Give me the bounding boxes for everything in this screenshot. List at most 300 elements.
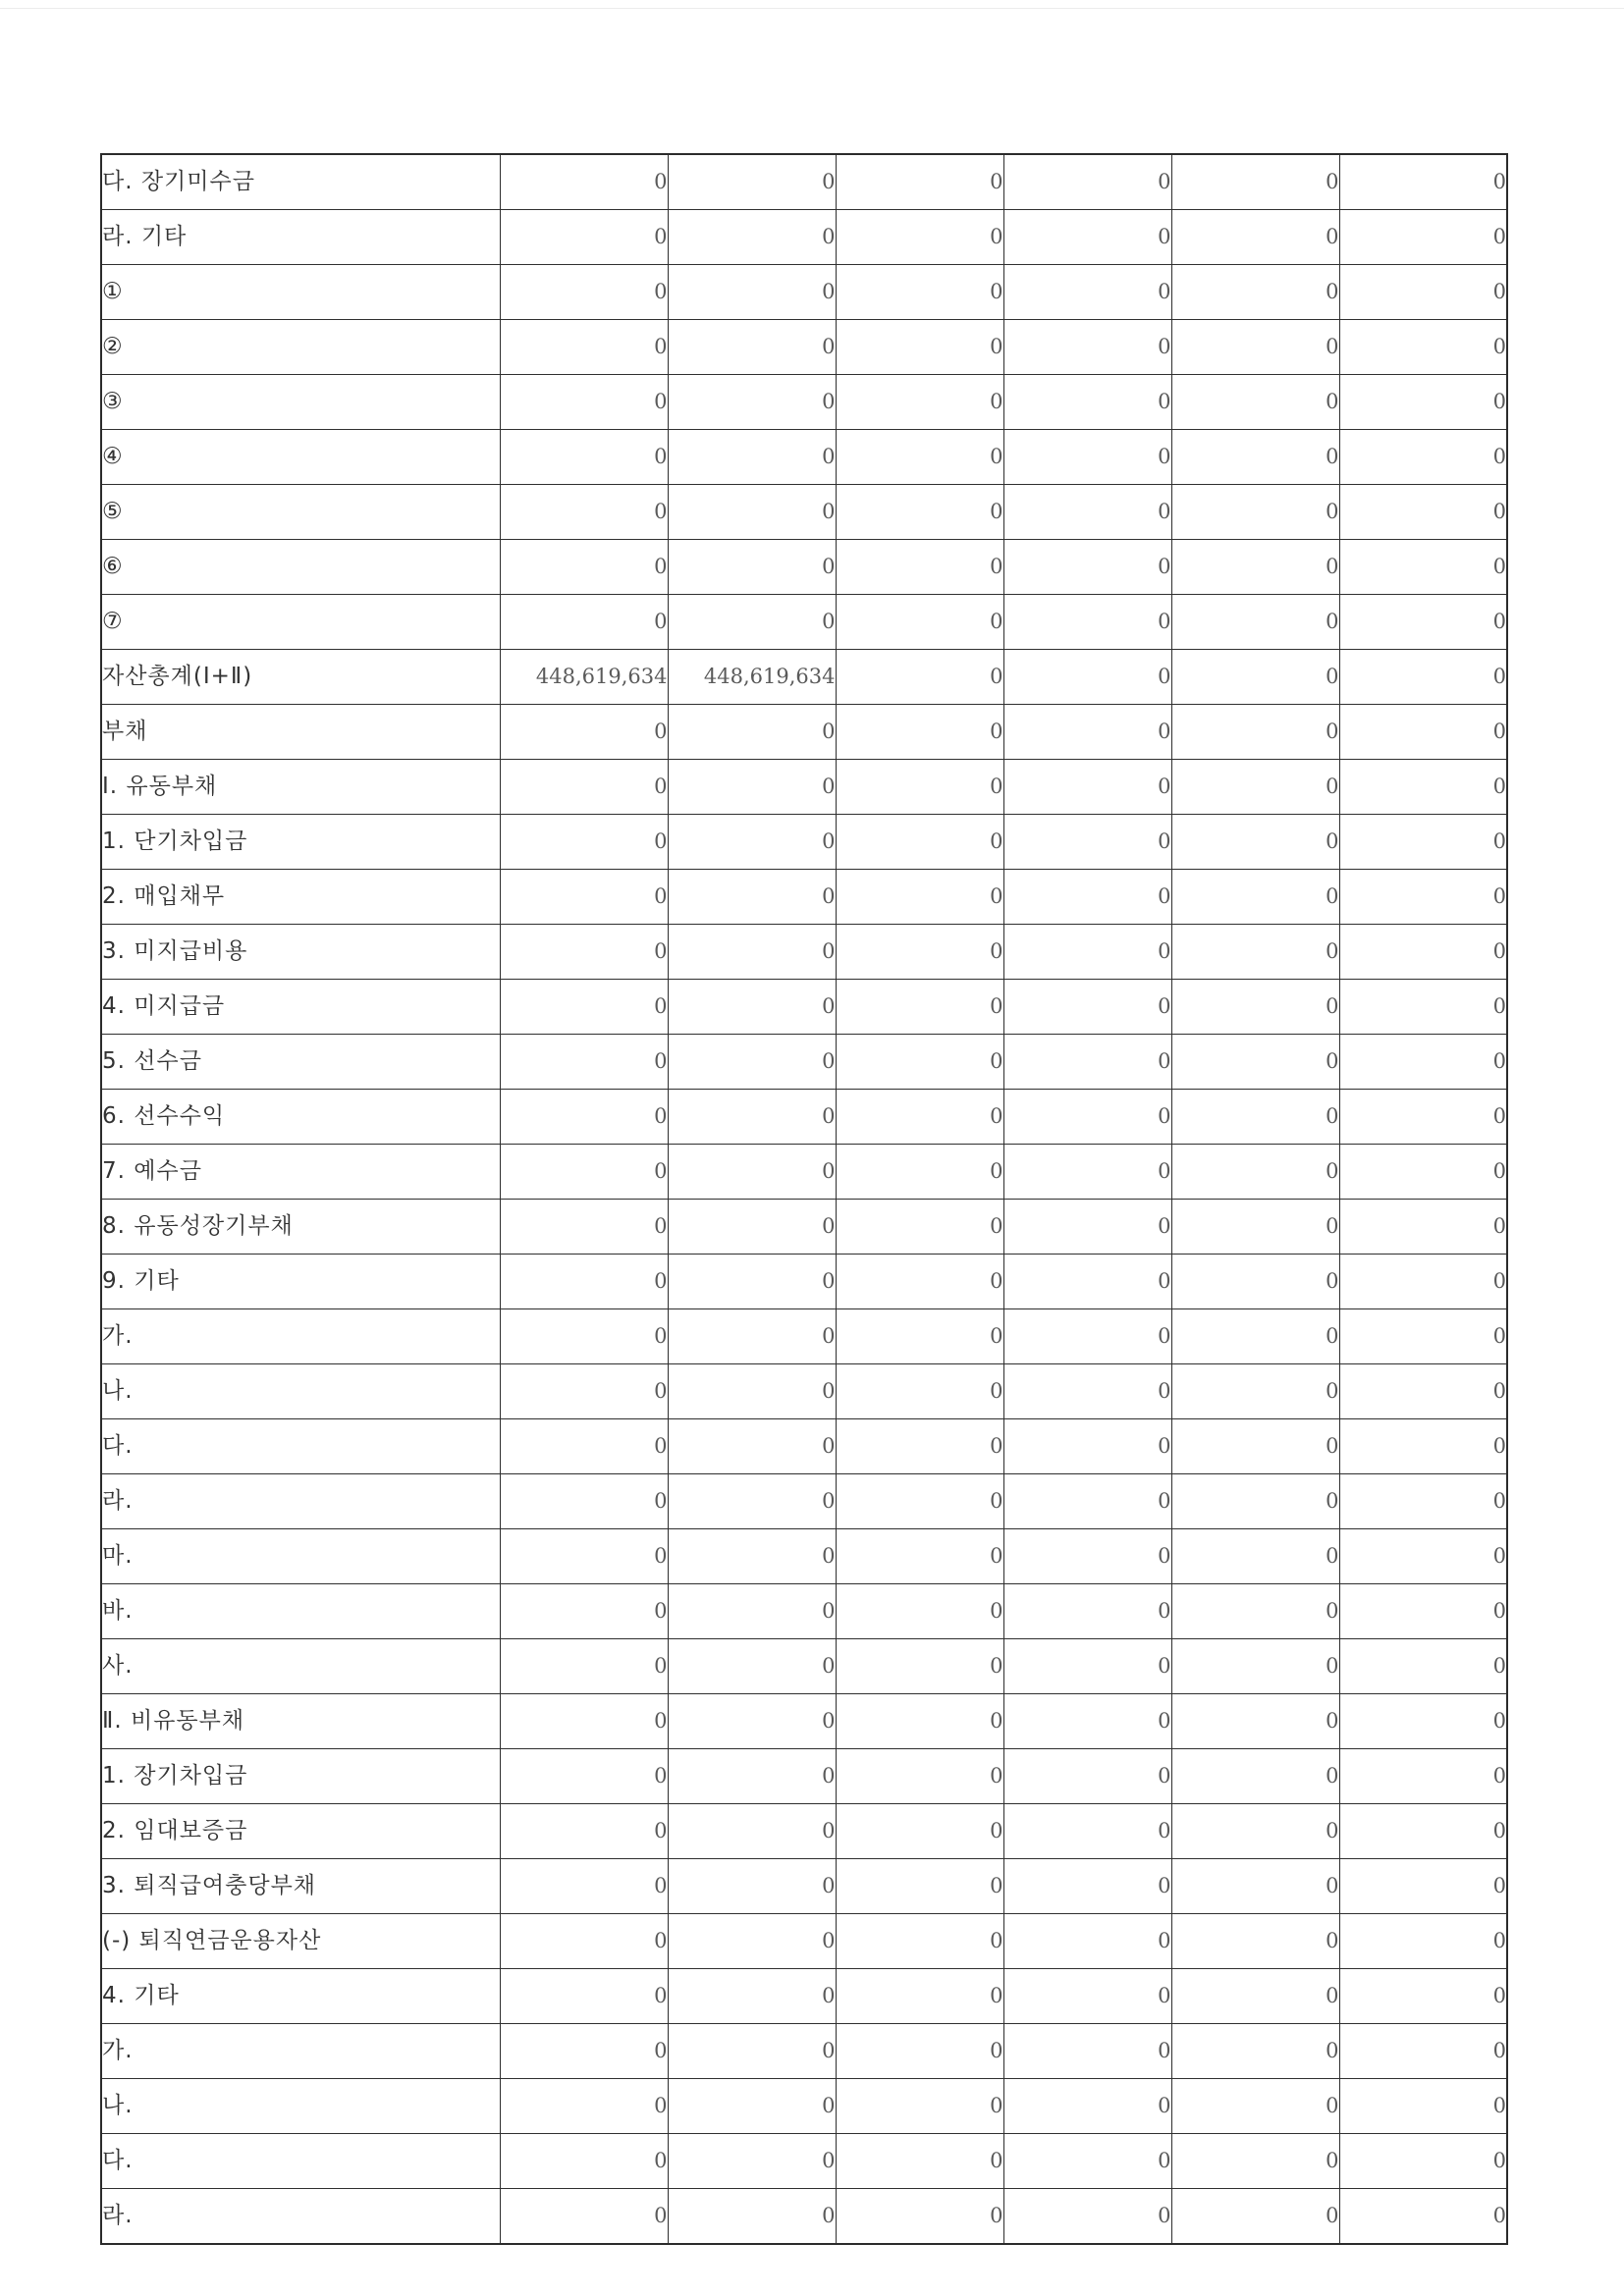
scan-edge-line bbox=[0, 8, 1624, 9]
row-label: 부채 bbox=[101, 705, 500, 760]
table-row bbox=[101, 265, 1507, 320]
value-cell: 0 bbox=[1339, 1309, 1507, 1364]
value-cell: 0 bbox=[500, 430, 668, 485]
value-cell: 0 bbox=[1339, 1145, 1507, 1200]
value-cell: 0 bbox=[1339, 1090, 1507, 1145]
value-cell: 0 bbox=[1003, 1859, 1171, 1914]
table-row bbox=[101, 870, 1507, 925]
value-cell: 0 bbox=[500, 2079, 668, 2134]
row-label: 5. 선수금 bbox=[101, 1035, 500, 1090]
value-cell: 0 bbox=[500, 265, 668, 320]
value-cell: 0 bbox=[836, 870, 1003, 925]
value-cell: 0 bbox=[1339, 485, 1507, 540]
value-cell: 0 bbox=[668, 1749, 836, 1804]
value-cell: 0 bbox=[836, 1639, 1003, 1694]
value-cell: 0 bbox=[836, 1035, 1003, 1090]
value-cell: 0 bbox=[1003, 1200, 1171, 1255]
value-cell: 0 bbox=[836, 1090, 1003, 1145]
value-cell: 0 bbox=[1339, 1749, 1507, 1804]
value-cell: 0 bbox=[1171, 760, 1339, 815]
value-cell: 0 bbox=[500, 210, 668, 265]
value-cell: 0 bbox=[836, 2024, 1003, 2079]
value-cell: 0 bbox=[1003, 154, 1171, 210]
value-cell: 0 bbox=[1003, 815, 1171, 870]
value-cell: 0 bbox=[500, 1639, 668, 1694]
value-cell: 0 bbox=[668, 2024, 836, 2079]
value-cell: 0 bbox=[1171, 485, 1339, 540]
value-cell: 0 bbox=[1339, 540, 1507, 595]
value-cell: 0 bbox=[1171, 1255, 1339, 1309]
value-cell: 0 bbox=[1339, 265, 1507, 320]
value-cell: 0 bbox=[1003, 1914, 1171, 1969]
value-cell: 0 bbox=[1171, 1914, 1339, 1969]
value-cell: 0 bbox=[1171, 375, 1339, 430]
value-cell: 0 bbox=[1339, 650, 1507, 705]
value-cell: 0 bbox=[668, 2134, 836, 2189]
value-cell: 0 bbox=[668, 1529, 836, 1584]
value-cell: 0 bbox=[1339, 760, 1507, 815]
table-row bbox=[101, 154, 1507, 210]
value-cell: 0 bbox=[836, 210, 1003, 265]
value-cell: 0 bbox=[1339, 1200, 1507, 1255]
value-cell: 0 bbox=[668, 815, 836, 870]
value-cell: 448,619,634 bbox=[500, 650, 668, 705]
table-row bbox=[101, 1090, 1507, 1145]
row-label: 자산총계(Ⅰ+Ⅱ) bbox=[101, 650, 500, 705]
row-label: ④ bbox=[101, 430, 500, 485]
value-cell: 0 bbox=[1171, 925, 1339, 980]
value-cell: 0 bbox=[1003, 2134, 1171, 2189]
value-cell: 0 bbox=[500, 1200, 668, 1255]
value-cell: 0 bbox=[1003, 980, 1171, 1035]
table-row bbox=[101, 1200, 1507, 1255]
value-cell: 0 bbox=[1339, 1364, 1507, 1419]
value-cell: 0 bbox=[836, 1255, 1003, 1309]
value-cell: 0 bbox=[836, 375, 1003, 430]
value-cell: 0 bbox=[1171, 1474, 1339, 1529]
value-cell: 0 bbox=[1003, 1639, 1171, 1694]
value-cell: 0 bbox=[500, 1969, 668, 2024]
value-cell: 0 bbox=[836, 1969, 1003, 2024]
value-cell: 0 bbox=[1003, 1529, 1171, 1584]
value-cell: 0 bbox=[668, 1859, 836, 1914]
value-cell: 0 bbox=[1003, 265, 1171, 320]
row-label: 다. bbox=[101, 2134, 500, 2189]
value-cell: 0 bbox=[1339, 1969, 1507, 2024]
value-cell: 0 bbox=[1339, 1529, 1507, 1584]
table-row bbox=[101, 375, 1507, 430]
row-label: Ⅰ. 유동부채 bbox=[101, 760, 500, 815]
value-cell: 0 bbox=[1339, 925, 1507, 980]
value-cell: 0 bbox=[836, 154, 1003, 210]
value-cell: 0 bbox=[1339, 870, 1507, 925]
value-cell: 0 bbox=[1003, 540, 1171, 595]
value-cell: 0 bbox=[1339, 1419, 1507, 1474]
value-cell: 0 bbox=[836, 485, 1003, 540]
table-row bbox=[101, 2024, 1507, 2079]
value-cell: 0 bbox=[668, 925, 836, 980]
value-cell: 0 bbox=[1003, 1694, 1171, 1749]
value-cell: 0 bbox=[500, 815, 668, 870]
value-cell: 0 bbox=[668, 1255, 836, 1309]
table-body bbox=[101, 154, 1507, 2244]
value-cell: 0 bbox=[500, 1749, 668, 1804]
value-cell: 0 bbox=[1003, 705, 1171, 760]
value-cell: 0 bbox=[1003, 1255, 1171, 1309]
table-row bbox=[101, 1914, 1507, 1969]
value-cell: 0 bbox=[1171, 1804, 1339, 1859]
value-cell: 0 bbox=[668, 1804, 836, 1859]
value-cell: 0 bbox=[500, 980, 668, 1035]
table-row bbox=[101, 2189, 1507, 2245]
row-label: 다. bbox=[101, 1419, 500, 1474]
value-cell: 0 bbox=[500, 1474, 668, 1529]
value-cell: 0 bbox=[668, 320, 836, 375]
value-cell: 0 bbox=[1003, 210, 1171, 265]
value-cell: 0 bbox=[668, 980, 836, 1035]
row-label: 나. bbox=[101, 1364, 500, 1419]
value-cell: 0 bbox=[668, 210, 836, 265]
value-cell: 0 bbox=[1339, 2134, 1507, 2189]
row-label: (-) 퇴직연금운용자산 bbox=[101, 1914, 500, 1969]
value-cell: 0 bbox=[668, 1419, 836, 1474]
value-cell: 0 bbox=[1171, 540, 1339, 595]
value-cell: 0 bbox=[836, 1309, 1003, 1364]
table-row bbox=[101, 650, 1507, 705]
value-cell: 0 bbox=[500, 1419, 668, 1474]
table-row bbox=[101, 1145, 1507, 1200]
table-row bbox=[101, 1529, 1507, 1584]
value-cell: 0 bbox=[668, 1914, 836, 1969]
value-cell: 0 bbox=[836, 1419, 1003, 1474]
table-row bbox=[101, 1255, 1507, 1309]
value-cell: 0 bbox=[1003, 595, 1171, 650]
value-cell: 0 bbox=[500, 1145, 668, 1200]
row-label: 1. 단기차입금 bbox=[101, 815, 500, 870]
value-cell: 0 bbox=[500, 705, 668, 760]
value-cell: 0 bbox=[1171, 1969, 1339, 2024]
value-cell: 0 bbox=[500, 870, 668, 925]
value-cell: 0 bbox=[836, 1584, 1003, 1639]
value-cell: 0 bbox=[1171, 705, 1339, 760]
row-label: 다. 장기미수금 bbox=[101, 154, 500, 210]
value-cell: 0 bbox=[836, 1914, 1003, 1969]
row-label: ⑥ bbox=[101, 540, 500, 595]
value-cell: 0 bbox=[1003, 1474, 1171, 1529]
value-cell: 0 bbox=[1339, 2079, 1507, 2134]
value-cell: 0 bbox=[1339, 430, 1507, 485]
value-cell: 0 bbox=[1339, 375, 1507, 430]
value-cell: 0 bbox=[1339, 1859, 1507, 1914]
table-row bbox=[101, 1364, 1507, 1419]
value-cell: 0 bbox=[836, 2134, 1003, 2189]
row-label: 6. 선수수익 bbox=[101, 1090, 500, 1145]
value-cell: 0 bbox=[500, 760, 668, 815]
value-cell: 0 bbox=[1339, 1474, 1507, 1529]
value-cell: 0 bbox=[836, 1859, 1003, 1914]
value-cell: 0 bbox=[836, 2189, 1003, 2245]
value-cell: 0 bbox=[1339, 1804, 1507, 1859]
value-cell: 0 bbox=[1003, 1364, 1171, 1419]
value-cell: 0 bbox=[1003, 1309, 1171, 1364]
value-cell: 0 bbox=[1339, 1639, 1507, 1694]
value-cell: 0 bbox=[500, 2024, 668, 2079]
table-row bbox=[101, 1694, 1507, 1749]
row-label: ⑦ bbox=[101, 595, 500, 650]
value-cell: 0 bbox=[1171, 1364, 1339, 1419]
value-cell: 0 bbox=[500, 1255, 668, 1309]
value-cell: 0 bbox=[500, 1694, 668, 1749]
row-label: ① bbox=[101, 265, 500, 320]
table-row bbox=[101, 1584, 1507, 1639]
row-label: 4. 미지급금 bbox=[101, 980, 500, 1035]
value-cell: 0 bbox=[668, 154, 836, 210]
value-cell: 0 bbox=[500, 1035, 668, 1090]
value-cell: 0 bbox=[668, 1639, 836, 1694]
value-cell: 0 bbox=[1171, 1035, 1339, 1090]
value-cell: 0 bbox=[1339, 210, 1507, 265]
value-cell: 0 bbox=[1339, 2024, 1507, 2079]
value-cell: 0 bbox=[1339, 1035, 1507, 1090]
balance-sheet bbox=[100, 153, 1506, 2245]
value-cell: 0 bbox=[836, 595, 1003, 650]
value-cell: 0 bbox=[1003, 485, 1171, 540]
value-cell: 0 bbox=[1003, 1419, 1171, 1474]
value-cell: 0 bbox=[668, 430, 836, 485]
value-cell: 0 bbox=[1003, 760, 1171, 815]
value-cell: 0 bbox=[1171, 2079, 1339, 2134]
value-cell: 0 bbox=[1171, 1584, 1339, 1639]
table-row bbox=[101, 760, 1507, 815]
value-cell: 0 bbox=[1339, 595, 1507, 650]
value-cell: 448,619,634 bbox=[668, 650, 836, 705]
value-cell: 0 bbox=[500, 375, 668, 430]
value-cell: 0 bbox=[1171, 2134, 1339, 2189]
value-cell: 0 bbox=[500, 1914, 668, 1969]
value-cell: 0 bbox=[1171, 210, 1339, 265]
value-cell: 0 bbox=[1003, 2189, 1171, 2245]
value-cell: 0 bbox=[1003, 2024, 1171, 2079]
value-cell: 0 bbox=[500, 595, 668, 650]
value-cell: 0 bbox=[1339, 1914, 1507, 1969]
value-cell: 0 bbox=[836, 1529, 1003, 1584]
value-cell: 0 bbox=[836, 650, 1003, 705]
value-cell: 0 bbox=[836, 980, 1003, 1035]
table-row bbox=[101, 1749, 1507, 1804]
value-cell: 0 bbox=[500, 1364, 668, 1419]
table-row bbox=[101, 2079, 1507, 2134]
row-label: ② bbox=[101, 320, 500, 375]
value-cell: 0 bbox=[1171, 1694, 1339, 1749]
value-cell: 0 bbox=[1003, 320, 1171, 375]
value-cell: 0 bbox=[668, 1584, 836, 1639]
value-cell: 0 bbox=[1003, 1035, 1171, 1090]
row-label: 1. 장기차입금 bbox=[101, 1749, 500, 1804]
table-row bbox=[101, 815, 1507, 870]
value-cell: 0 bbox=[500, 925, 668, 980]
table-row bbox=[101, 540, 1507, 595]
value-cell: 0 bbox=[1339, 1694, 1507, 1749]
value-cell: 0 bbox=[668, 2189, 836, 2245]
value-cell: 0 bbox=[1171, 1309, 1339, 1364]
value-cell: 0 bbox=[1171, 1145, 1339, 1200]
value-cell: 0 bbox=[1003, 375, 1171, 430]
value-cell: 0 bbox=[1339, 2189, 1507, 2245]
row-label: 라. bbox=[101, 2189, 500, 2245]
table-row bbox=[101, 705, 1507, 760]
table-row bbox=[101, 1474, 1507, 1529]
value-cell: 0 bbox=[500, 485, 668, 540]
value-cell: 0 bbox=[836, 1364, 1003, 1419]
value-cell: 0 bbox=[1171, 1749, 1339, 1804]
value-cell: 0 bbox=[836, 815, 1003, 870]
row-label: 바. bbox=[101, 1584, 500, 1639]
value-cell: 0 bbox=[1171, 1200, 1339, 1255]
value-cell: 0 bbox=[1171, 430, 1339, 485]
table-row bbox=[101, 1639, 1507, 1694]
value-cell: 0 bbox=[668, 1309, 836, 1364]
value-cell: 0 bbox=[668, 1969, 836, 2024]
row-label: 8. 유동성장기부채 bbox=[101, 1200, 500, 1255]
value-cell: 0 bbox=[668, 705, 836, 760]
row-label: 사. bbox=[101, 1639, 500, 1694]
table-row bbox=[101, 1859, 1507, 1914]
value-cell: 0 bbox=[1171, 1419, 1339, 1474]
row-label: 마. bbox=[101, 1529, 500, 1584]
value-cell: 0 bbox=[836, 540, 1003, 595]
row-label: 라. 기타 bbox=[101, 210, 500, 265]
value-cell: 0 bbox=[1003, 1145, 1171, 1200]
row-label: 3. 퇴직급여충당부채 bbox=[101, 1859, 500, 1914]
row-label: 2. 매입채무 bbox=[101, 870, 500, 925]
value-cell: 0 bbox=[1171, 1639, 1339, 1694]
table-row bbox=[101, 485, 1507, 540]
row-label: Ⅱ. 비유동부채 bbox=[101, 1694, 500, 1749]
value-cell: 0 bbox=[668, 1090, 836, 1145]
value-cell: 0 bbox=[836, 1749, 1003, 1804]
value-cell: 0 bbox=[668, 760, 836, 815]
value-cell: 0 bbox=[1171, 2189, 1339, 2245]
value-cell: 0 bbox=[836, 430, 1003, 485]
row-label: ③ bbox=[101, 375, 500, 430]
table-row bbox=[101, 430, 1507, 485]
value-cell: 0 bbox=[500, 540, 668, 595]
value-cell: 0 bbox=[668, 2079, 836, 2134]
row-label: 4. 기타 bbox=[101, 1969, 500, 2024]
value-cell: 0 bbox=[836, 1694, 1003, 1749]
value-cell: 0 bbox=[1339, 815, 1507, 870]
value-cell: 0 bbox=[1171, 980, 1339, 1035]
value-cell: 0 bbox=[1003, 1969, 1171, 2024]
value-cell: 0 bbox=[836, 705, 1003, 760]
value-cell: 0 bbox=[1339, 1255, 1507, 1309]
table-row bbox=[101, 595, 1507, 650]
value-cell: 0 bbox=[1339, 154, 1507, 210]
value-cell: 0 bbox=[836, 2079, 1003, 2134]
value-cell: 0 bbox=[668, 1364, 836, 1419]
value-cell: 0 bbox=[1339, 320, 1507, 375]
value-cell: 0 bbox=[1339, 705, 1507, 760]
value-cell: 0 bbox=[500, 320, 668, 375]
value-cell: 0 bbox=[836, 1145, 1003, 1200]
value-cell: 0 bbox=[836, 925, 1003, 980]
value-cell: 0 bbox=[668, 1035, 836, 1090]
value-cell: 0 bbox=[668, 870, 836, 925]
value-cell: 0 bbox=[836, 1474, 1003, 1529]
value-cell: 0 bbox=[668, 1200, 836, 1255]
value-cell: 0 bbox=[836, 320, 1003, 375]
value-cell: 0 bbox=[1171, 320, 1339, 375]
value-cell: 0 bbox=[1003, 1584, 1171, 1639]
value-cell: 0 bbox=[1171, 1859, 1339, 1914]
table-row bbox=[101, 210, 1507, 265]
value-cell: 0 bbox=[1339, 980, 1507, 1035]
value-cell: 0 bbox=[668, 485, 836, 540]
table-row bbox=[101, 1419, 1507, 1474]
value-cell: 0 bbox=[500, 1309, 668, 1364]
value-cell: 0 bbox=[1171, 2024, 1339, 2079]
value-cell: 0 bbox=[836, 1200, 1003, 1255]
value-cell: 0 bbox=[1003, 1749, 1171, 1804]
value-cell: 0 bbox=[1003, 1804, 1171, 1859]
row-label: 9. 기타 bbox=[101, 1255, 500, 1309]
value-cell: 0 bbox=[1171, 870, 1339, 925]
value-cell: 0 bbox=[500, 1584, 668, 1639]
row-label: 2. 임대보증금 bbox=[101, 1804, 500, 1859]
table-row bbox=[101, 320, 1507, 375]
row-label: 가. bbox=[101, 1309, 500, 1364]
row-label: 라. bbox=[101, 1474, 500, 1529]
value-cell: 0 bbox=[1171, 815, 1339, 870]
value-cell: 0 bbox=[668, 595, 836, 650]
balance-sheet-table bbox=[100, 153, 1508, 2245]
table-row bbox=[101, 1309, 1507, 1364]
value-cell: 0 bbox=[1171, 1529, 1339, 1584]
row-label: 가. bbox=[101, 2024, 500, 2079]
value-cell: 0 bbox=[500, 1859, 668, 1914]
value-cell: 0 bbox=[1003, 2079, 1171, 2134]
value-cell: 0 bbox=[836, 1804, 1003, 1859]
value-cell: 0 bbox=[668, 1474, 836, 1529]
value-cell: 0 bbox=[668, 1145, 836, 1200]
value-cell: 0 bbox=[500, 2189, 668, 2245]
value-cell: 0 bbox=[500, 1529, 668, 1584]
row-label: ⑤ bbox=[101, 485, 500, 540]
value-cell: 0 bbox=[1003, 870, 1171, 925]
value-cell: 0 bbox=[1171, 154, 1339, 210]
value-cell: 0 bbox=[1003, 1090, 1171, 1145]
row-label: 3. 미지급비용 bbox=[101, 925, 500, 980]
value-cell: 0 bbox=[668, 265, 836, 320]
table-row bbox=[101, 1035, 1507, 1090]
value-cell: 0 bbox=[1003, 650, 1171, 705]
value-cell: 0 bbox=[500, 154, 668, 210]
value-cell: 0 bbox=[500, 2134, 668, 2189]
table-row bbox=[101, 980, 1507, 1035]
value-cell: 0 bbox=[1003, 925, 1171, 980]
value-cell: 0 bbox=[668, 540, 836, 595]
table-row bbox=[101, 1804, 1507, 1859]
row-label: 7. 예수금 bbox=[101, 1145, 500, 1200]
value-cell: 0 bbox=[500, 1804, 668, 1859]
table-row bbox=[101, 1969, 1507, 2024]
value-cell: 0 bbox=[1171, 595, 1339, 650]
value-cell: 0 bbox=[1171, 265, 1339, 320]
value-cell: 0 bbox=[836, 265, 1003, 320]
value-cell: 0 bbox=[1003, 430, 1171, 485]
value-cell: 0 bbox=[668, 375, 836, 430]
value-cell: 0 bbox=[500, 1090, 668, 1145]
